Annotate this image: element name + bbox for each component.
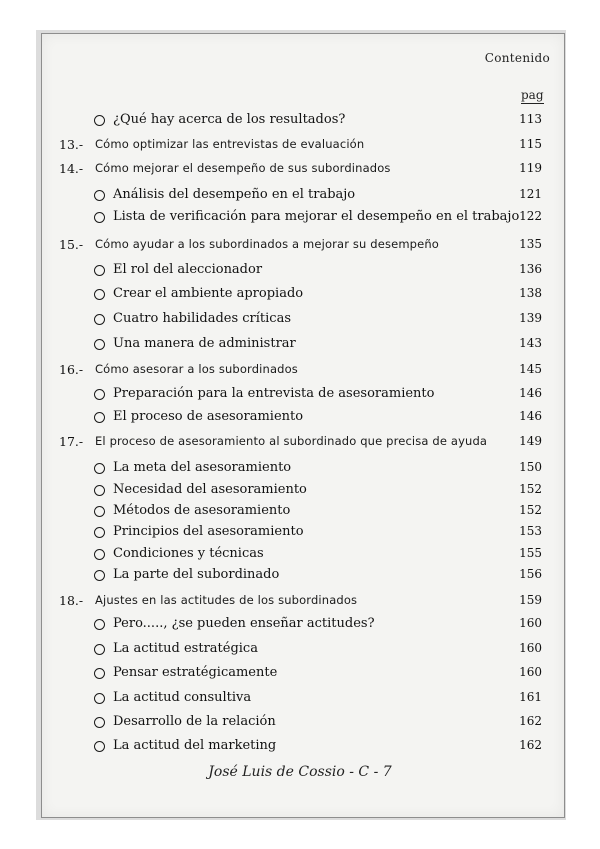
circle-bullet-icon [94,389,105,400]
page-number: 136 [519,262,542,276]
page-number: 115 [519,137,542,151]
toc-subsection-row [0,546,600,564]
page-number: 145 [519,362,542,376]
toc-subsection-row [0,641,600,659]
circle-bullet-icon [94,485,105,496]
chapter-number: 17.- [59,434,84,449]
toc-subsection-row [0,409,600,427]
page-number: 153 [519,524,542,538]
page-number: 119 [519,161,542,175]
page-number: 146 [519,386,542,400]
page-number: 146 [519,409,542,423]
toc-subsection-row [0,112,600,130]
subsection-title: Principios del asesoramiento [113,524,304,539]
subsection-title: El proceso de asesoramiento [113,409,304,424]
subsection-title: La actitud consultiva [113,690,252,705]
page-number: 121 [519,187,542,201]
page-number: 149 [519,434,542,448]
toc-subsection-row [0,482,600,500]
toc-subsection-row [0,503,600,521]
subsection-title: Análisis del desempeño en el trabajo [113,187,356,202]
subsection-title: Métodos de asesoramiento [113,503,291,518]
circle-bullet-icon [94,717,105,728]
page-number: 156 [519,567,542,581]
toc-chapter-row [0,137,600,155]
section-header: Contenido [484,51,550,65]
subsection-title: La actitud estratégica [113,641,258,656]
circle-bullet-icon [94,570,105,581]
subsection-title: Preparación para la entrevista de asesoramiento [113,386,435,401]
circle-bullet-icon [94,549,105,560]
page-number: 162 [519,738,542,752]
chapter-number: 15.- [59,237,84,252]
toc-subsection-row [0,524,600,542]
page-number: 159 [519,593,542,607]
subsection-title: La meta del asesoramiento [113,460,292,475]
subsection-title: ¿Qué hay acerca de los resultados? [113,112,346,127]
page-number: 160 [519,641,542,655]
circle-bullet-icon [94,506,105,517]
page-number: 160 [519,616,542,630]
chapter-number: 14.- [59,161,84,176]
circle-bullet-icon [94,190,105,201]
subsection-title: La parte del subordinado [113,567,280,582]
chapter-title: Cómo optimizar las entrevistas de evaluación [95,137,365,151]
footer-signature: José Luis de Cossio - C - 7 [208,764,392,780]
circle-bullet-icon [94,693,105,704]
page-number: 162 [519,714,542,728]
toc-subsection-row [0,187,600,205]
subsection-title: La actitud del marketing [113,738,277,753]
circle-bullet-icon [94,644,105,655]
chapter-title: Cómo mejorar el desempeño de sus subordinados [95,161,391,175]
toc-subsection-row [0,665,600,683]
chapter-number: 16.- [59,362,84,377]
toc-subsection-row [0,460,600,478]
chapter-number: 18.- [59,593,84,608]
subsection-title: Cuatro habilidades críticas [113,311,292,326]
toc-subsection-row [0,336,600,354]
circle-bullet-icon [94,314,105,325]
circle-bullet-icon [94,265,105,276]
circle-bullet-icon [94,527,105,538]
page-column-label: pag [521,88,544,102]
subsection-title: Desarrollo de la relación [113,714,276,729]
circle-bullet-icon [94,463,105,474]
subsection-title: Pero....., ¿se pueden enseñar actitudes? [113,616,375,631]
page-number: 152 [519,503,542,517]
circle-bullet-icon [94,289,105,300]
chapter-title: Cómo asesorar a los subordinados [95,362,298,376]
subsection-title: Pensar estratégicamente [113,665,278,680]
page-number: 139 [519,311,542,325]
subsection-title: El rol del aleccionador [113,262,263,277]
page-number: 152 [519,482,542,496]
page-number: 113 [519,112,542,126]
toc-subsection-row [0,286,600,304]
chapter-title: Cómo ayudar a los subordinados a mejorar su desempeño [95,237,439,251]
toc-chapter-row [0,434,600,452]
circle-bullet-icon [94,212,105,223]
toc-chapter-row [0,362,600,380]
page-number: 161 [519,690,542,704]
toc-subsection-row [0,262,600,280]
circle-bullet-icon [94,115,105,126]
page-number: 150 [519,460,542,474]
circle-bullet-icon [94,741,105,752]
toc-subsection-row [0,690,600,708]
page-number: 135 [519,237,542,251]
circle-bullet-icon [94,619,105,630]
page-number: 155 [519,546,542,560]
subsection-title: Condiciones y técnicas [113,546,264,561]
page-number: 143 [519,336,542,350]
toc-subsection-row [0,714,600,732]
chapter-title: El proceso de asesoramiento al subordinado que precisa de ayuda [95,434,488,448]
subsection-title: Crear el ambiente apropiado [113,286,304,301]
toc-subsection-row [0,567,600,585]
chapter-number: 13.- [59,137,84,152]
toc-subsection-row [0,738,600,756]
subsection-title: Lista de verificación para mejorar el desempeño en el trabajo [113,209,520,224]
circle-bullet-icon [94,668,105,679]
page-number: 138 [519,286,542,300]
page-number: 122 [519,209,542,223]
circle-bullet-icon [94,339,105,350]
toc-subsection-row [0,616,600,634]
page-number: 160 [519,665,542,679]
subsection-title: Necesidad del asesoramiento [113,482,307,497]
toc-subsection-row [0,386,600,404]
circle-bullet-icon [94,412,105,423]
toc-chapter-row [0,161,600,179]
subsection-title: Una manera de administrar [113,336,296,351]
toc-chapter-row [0,593,600,611]
toc-chapter-row [0,237,600,255]
toc-subsection-row [0,311,600,329]
chapter-title: Ajustes en las actitudes de los subordinados [95,593,358,607]
toc-subsection-row [0,209,600,227]
